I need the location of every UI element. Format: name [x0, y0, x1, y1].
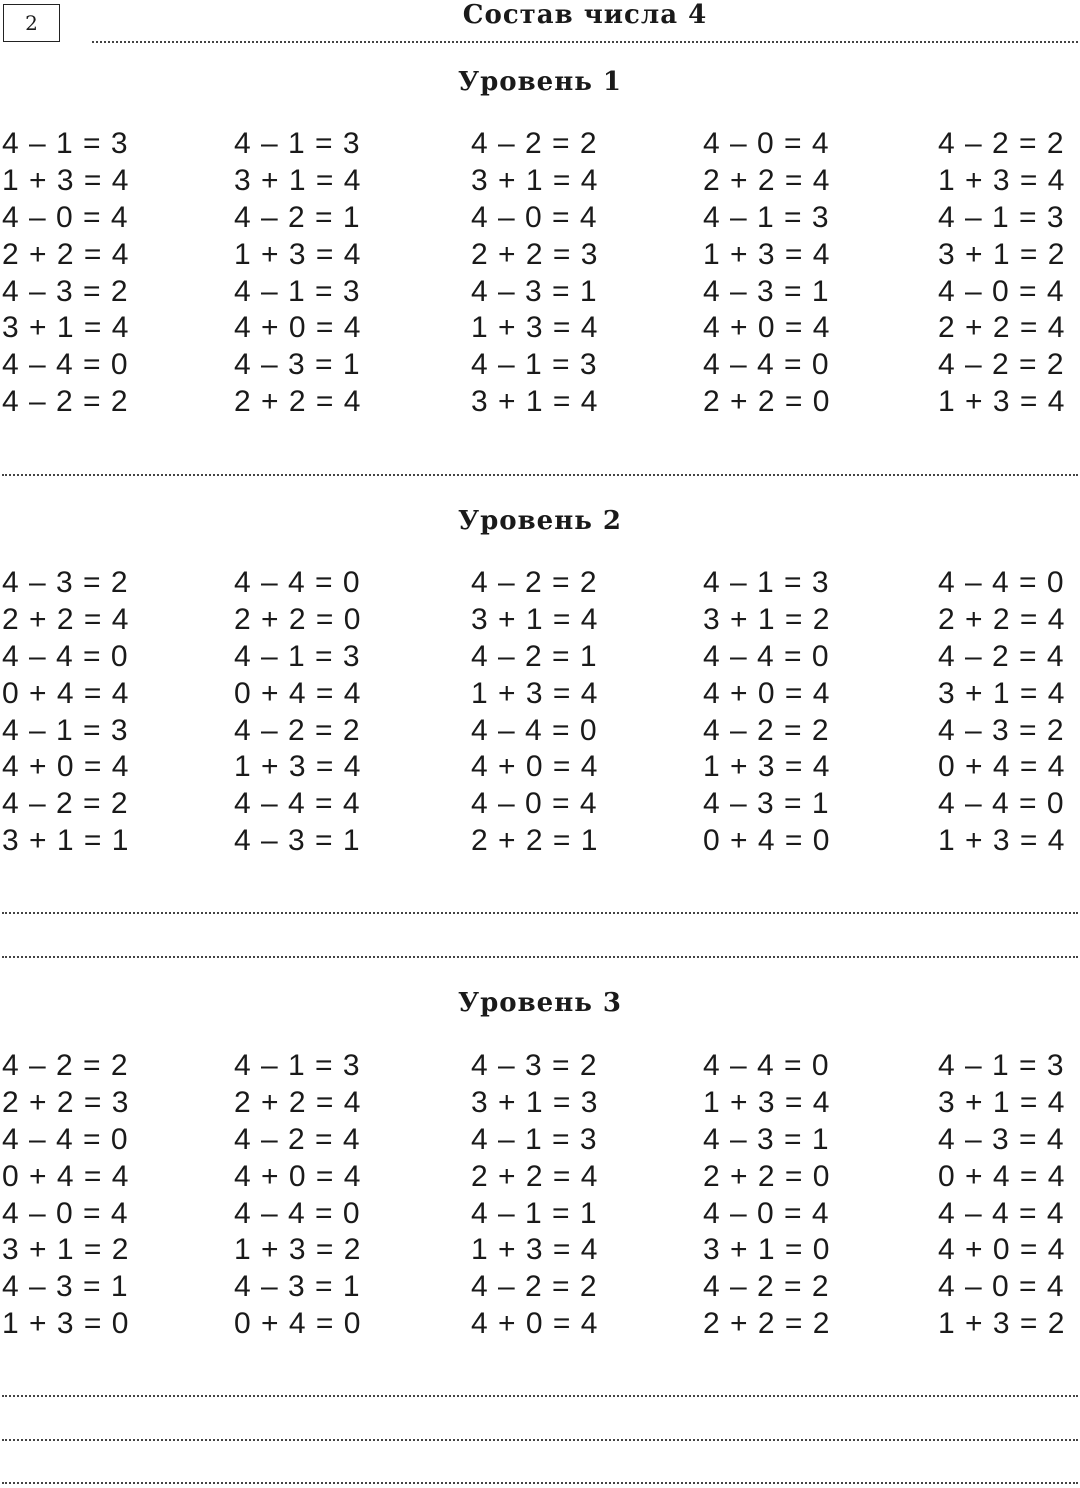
equation: 4 – 1 = 3: [2, 127, 128, 160]
equation: 4 – 4 = 0: [2, 639, 128, 673]
equation: 2 + 2 = 4: [234, 1085, 361, 1119]
equation: 4 – 2 = 1: [471, 639, 597, 673]
equation: 4 – 4 = 0: [703, 348, 829, 382]
equation: 4 + 0 = 4: [2, 750, 129, 784]
equation: 4 – 4 = 0: [938, 566, 1064, 599]
equation: 4 – 3 = 2: [2, 566, 128, 599]
equation: 4 – 3 = 1: [2, 1270, 128, 1304]
equation: 1 + 3 = 4: [471, 676, 598, 710]
equation: 2 + 2 = 3: [2, 1085, 129, 1119]
equation: 4 – 0 = 4: [938, 1270, 1064, 1304]
equation: 1 + 3 = 4: [703, 1085, 830, 1119]
equation: 1 + 3 = 4: [471, 1233, 598, 1267]
equation: 4 – 1 = 3: [234, 639, 360, 673]
equation: 1 + 3 = 4: [2, 163, 129, 197]
equation: 1 + 3 = 4: [471, 311, 598, 345]
equation: 4 – 2 = 4: [938, 639, 1064, 673]
equation: 3 + 1 = 2: [703, 602, 830, 636]
equation: 4 + 0 = 4: [471, 1307, 598, 1341]
equation: 3 + 1 = 4: [2, 311, 129, 345]
equation: 4 – 3 = 2: [938, 713, 1064, 747]
equation: 3 + 1 = 4: [471, 163, 598, 197]
level-2-column-1: [2, 565, 128, 860]
equation: 4 – 0 = 4: [471, 200, 597, 234]
equation: 4 – 2 = 2: [938, 348, 1064, 382]
level-3-column-2: [234, 1048, 360, 1343]
equation: 2 + 2 = 0: [703, 385, 830, 419]
equation: 0 + 4 = 4: [2, 676, 129, 710]
equation: 4 + 0 = 4: [938, 1233, 1065, 1267]
equation: 4 – 3 = 2: [471, 1049, 597, 1082]
equation: 4 – 3 = 1: [703, 1122, 829, 1156]
equation: 2 + 2 = 4: [703, 163, 830, 197]
level-2-column-4: [703, 565, 829, 860]
equation: 0 + 4 = 4: [2, 1159, 129, 1193]
equation: 2 + 2 = 4: [2, 237, 129, 271]
equation: 4 – 2 = 2: [703, 713, 829, 747]
equation: 4 – 2 = 1: [234, 200, 360, 234]
equation: 2 + 2 = 4: [2, 602, 129, 636]
equation: 4 – 1 = 3: [471, 1122, 597, 1156]
equation: 4 – 1 = 3: [703, 200, 829, 234]
equation: 0 + 4 = 4: [938, 1159, 1065, 1193]
equation: 4 – 3 = 2: [2, 274, 128, 308]
equation: 2 + 2 = 4: [938, 311, 1065, 345]
equation: 4 – 0 = 4: [2, 1196, 128, 1230]
level-1-column-3: [471, 126, 597, 421]
equation: 4 – 0 = 4: [471, 787, 597, 821]
equation: 4 – 2 = 2: [471, 566, 597, 599]
equation: 2 + 2 = 0: [234, 602, 361, 636]
equation: 2 + 2 = 0: [703, 1159, 830, 1193]
equation: 4 + 0 = 4: [471, 750, 598, 784]
equation: 1 + 3 = 2: [938, 1307, 1065, 1341]
equation: 3 + 1 = 4: [938, 1085, 1065, 1119]
level-1-column-1: [2, 126, 128, 421]
equation: 3 + 1 = 4: [471, 385, 598, 419]
title-underline: [92, 41, 1078, 43]
equation: 0 + 4 = 0: [703, 824, 830, 858]
equation: 1 + 3 = 4: [703, 237, 830, 271]
answer-line: [2, 474, 1078, 476]
equation: 4 – 3 = 1: [234, 348, 360, 382]
equation: 1 + 3 = 4: [938, 163, 1065, 197]
level-1-column-5: [938, 126, 1064, 421]
equation: 4 + 0 = 4: [234, 311, 361, 345]
equation: 3 + 1 = 2: [938, 237, 1065, 271]
level-2-column-5: [938, 565, 1064, 860]
equation: 1 + 3 = 4: [938, 385, 1065, 419]
level-3-column-3: [471, 1048, 597, 1343]
level-3-column-5: [938, 1048, 1064, 1343]
equation: 4 – 3 = 1: [234, 1270, 360, 1304]
level-1-column-2: [234, 126, 360, 421]
equation: 2 + 2 = 1: [471, 824, 598, 858]
equation: 4 – 3 = 4: [938, 1122, 1064, 1156]
equation: 4 – 4 = 0: [234, 1196, 360, 1230]
equation: 4 – 3 = 1: [703, 787, 829, 821]
equation: 2 + 2 = 4: [938, 602, 1065, 636]
equation: 4 – 4 = 4: [234, 787, 360, 821]
equation: 4 – 1 = 3: [938, 200, 1064, 234]
equation: 4 – 1 = 3: [234, 127, 360, 160]
equation: 4 – 0 = 4: [703, 127, 829, 160]
page-title: Состав числа 4: [462, 0, 708, 30]
equation: 4 – 1 = 3: [938, 1049, 1064, 1082]
equation: 4 – 4 = 4: [938, 1196, 1064, 1230]
equation: 1 + 3 = 0: [2, 1307, 129, 1341]
equation: 4 – 4 = 0: [234, 566, 360, 599]
level-3-title: Уровень 3: [457, 988, 623, 1018]
page-number: 2: [3, 4, 60, 42]
equation: 3 + 1 = 2: [2, 1233, 129, 1267]
equation: 4 – 1 = 3: [703, 566, 829, 599]
equation: 4 – 1 = 3: [234, 274, 360, 308]
level-3-column-1: [2, 1048, 128, 1343]
equation: 4 – 4 = 0: [938, 787, 1064, 821]
equation: 4 – 2 = 2: [2, 385, 128, 419]
equation: 2 + 2 = 2: [703, 1307, 830, 1341]
answer-line: [2, 1439, 1078, 1441]
equation: 4 – 1 = 3: [234, 1049, 360, 1082]
equation: 4 + 0 = 4: [703, 311, 830, 345]
equation: 4 – 2 = 2: [938, 127, 1064, 160]
equation: 4 – 4 = 0: [471, 713, 597, 747]
equation: 3 + 1 = 0: [703, 1233, 830, 1267]
equation: 3 + 1 = 4: [234, 163, 361, 197]
level-3-column-4: [703, 1048, 829, 1343]
answer-line: [2, 1395, 1078, 1397]
equation: 0 + 4 = 4: [938, 750, 1065, 784]
equation: 3 + 1 = 3: [471, 1085, 598, 1119]
equation: 4 – 3 = 1: [234, 824, 360, 858]
equation: 3 + 1 = 1: [2, 824, 129, 858]
equation: 3 + 1 = 4: [938, 676, 1065, 710]
equation: 4 – 0 = 4: [938, 274, 1064, 308]
equation: 4 – 3 = 1: [703, 274, 829, 308]
equation: 4 – 4 = 0: [2, 1122, 128, 1156]
answer-line: [2, 912, 1078, 914]
equation: 4 – 4 = 0: [703, 639, 829, 673]
equation: 1 + 3 = 2: [234, 1233, 361, 1267]
equation: 4 – 1 = 3: [2, 713, 128, 747]
answer-line: [2, 956, 1078, 958]
equation: 4 – 1 = 3: [471, 348, 597, 382]
equation: 4 + 0 = 4: [234, 1159, 361, 1193]
answer-line: [2, 1482, 1078, 1484]
equation: 1 + 3 = 4: [234, 237, 361, 271]
equation: 4 – 0 = 4: [2, 200, 128, 234]
equation: 4 – 1 = 1: [471, 1196, 597, 1230]
level-1-title: Уровень 1: [457, 67, 623, 97]
level-2-title: Уровень 2: [457, 506, 623, 536]
equation: 1 + 3 = 4: [234, 750, 361, 784]
equation: 4 + 0 = 4: [703, 676, 830, 710]
equation: 2 + 2 = 3: [471, 237, 598, 271]
equation: 4 – 0 = 4: [703, 1196, 829, 1230]
equation: 4 – 4 = 0: [703, 1049, 829, 1082]
equation: 4 – 3 = 1: [471, 274, 597, 308]
equation: 0 + 4 = 0: [234, 1307, 361, 1341]
equation: 4 – 2 = 2: [234, 713, 360, 747]
equation: 4 – 2 = 2: [2, 787, 128, 821]
level-1-column-4: [703, 126, 829, 421]
equation: 2 + 2 = 4: [471, 1159, 598, 1193]
equation: 0 + 4 = 4: [234, 676, 361, 710]
equation: 4 – 2 = 2: [703, 1270, 829, 1304]
equation: 1 + 3 = 4: [938, 824, 1065, 858]
level-2-column-3: [471, 565, 597, 860]
equation: 1 + 3 = 4: [703, 750, 830, 784]
equation: 4 – 2 = 2: [471, 127, 597, 160]
equation: 3 + 1 = 4: [471, 602, 598, 636]
equation: 4 – 2 = 4: [234, 1122, 360, 1156]
equation: 2 + 2 = 4: [234, 385, 361, 419]
equation: 4 – 2 = 2: [2, 1049, 128, 1082]
equation: 4 – 2 = 2: [471, 1270, 597, 1304]
equation: 4 – 4 = 0: [2, 348, 128, 382]
level-2-column-2: [234, 565, 360, 860]
